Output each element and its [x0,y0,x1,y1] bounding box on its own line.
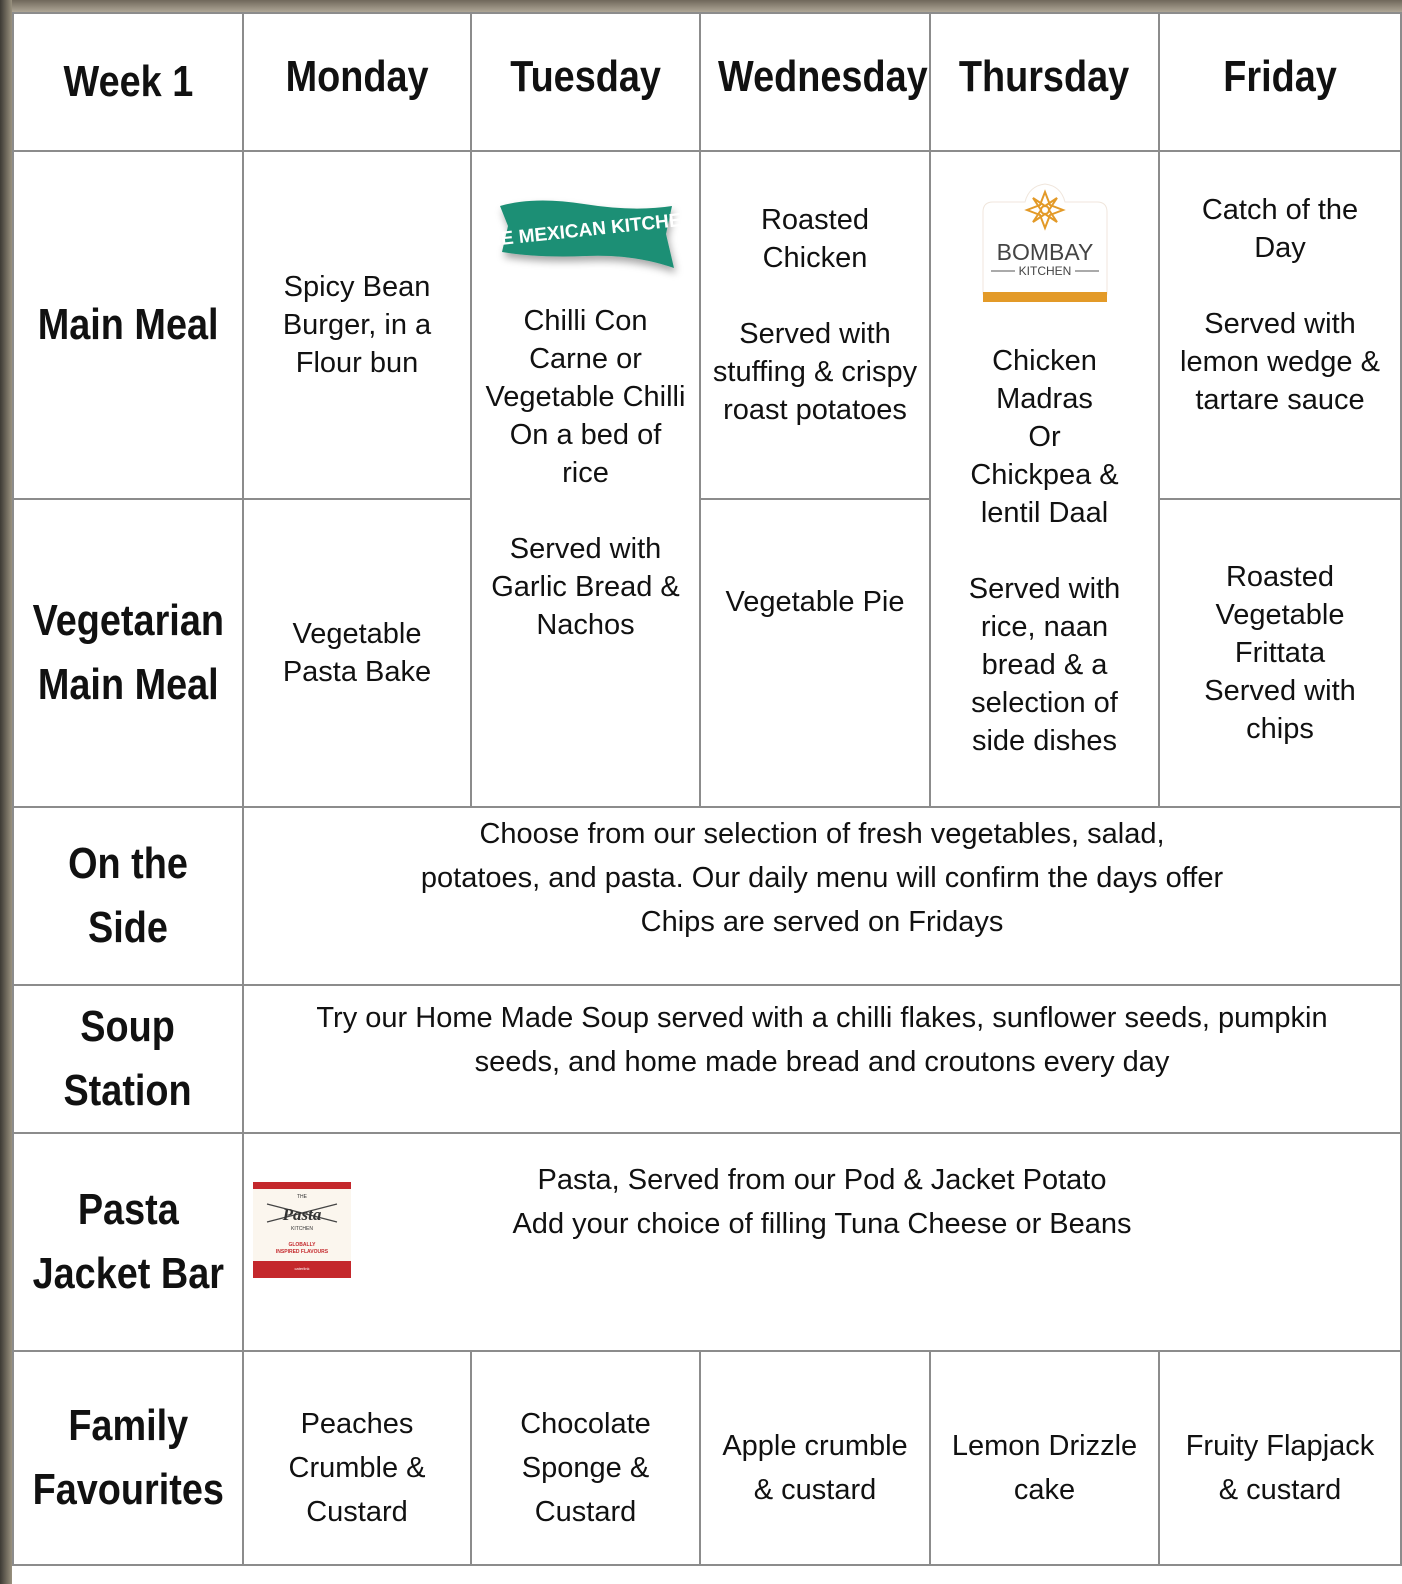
meal-text: Roasted Vegetable Frittata Served with chips [1204,561,1356,745]
dessert-text: Chocolate Sponge & Custard [520,1408,651,1528]
row-header-pasta [13,1133,243,1351]
meal-text: Spicy Bean Burger, in a Flour bun [282,271,432,379]
family-thursday [930,1351,1159,1565]
row-label: Family Favourites [32,1401,224,1514]
bombay-logo-subtext: KITCHEN [1018,264,1071,278]
on-the-side-text: Choose from our selection of fresh vegetables, salad, potatoes, and pasta. Our daily menu will confirm the days offer Chips are served on Fridays [420,818,1224,938]
meal-text: Roasted Chicken Served with stuffing & crispy roast potatoes [712,204,918,426]
day-label: Friday [1223,52,1337,101]
meal-text: Catch of the Day Served with lemon wedge & tartare sauce [1180,194,1380,416]
family-friday [1159,1351,1401,1565]
pasta-logo-tagline-1: GLOBALLY [288,1242,316,1248]
row-header-main-meal [13,151,243,499]
pasta-kitchen-logo [253,1182,351,1278]
bombay-kitchen-logo [979,182,1111,306]
soup-row [13,985,1401,1133]
mexican-kitchen-logo-text: THE MEXICAN KITCHEN [474,208,696,253]
main-meal-friday [1159,151,1401,499]
row-header-soup [13,985,243,1133]
family-row [13,1351,1401,1565]
meal-text: Vegetable Pasta Bake [282,618,432,688]
row-label: Vegetarian Main Meal [32,596,224,709]
row-header-vegetarian [13,499,243,807]
row-header-family [13,1351,243,1565]
dessert-text: Lemon Drizzle cake [951,1430,1138,1506]
family-monday [243,1351,471,1565]
family-tuesday [471,1351,700,1565]
day-header-friday [1159,13,1401,151]
day-header-thursday [930,13,1159,151]
family-wednesday [700,1351,930,1565]
pasta-cell [243,1133,1401,1351]
pasta-logo-kitchen: KITCHEN [291,1226,313,1232]
menu-table [12,12,1402,1566]
bombay-logo-text: BOMBAY [996,239,1093,265]
row-label: Main Meal [37,300,219,349]
row-label: Pasta Jacket Bar [32,1185,224,1298]
main-meal-thursday [930,151,1159,807]
dessert-text: Apple crumble & custard [722,1430,908,1506]
main-meal-row [13,151,1401,499]
dessert-text: Fruity Flapjack & custard [1185,1430,1375,1506]
day-label: Monday [285,52,429,101]
dessert-text: Peaches Crumble & Custard [288,1408,426,1528]
mexican-kitchen-logo [474,192,696,270]
row-label: On the Side [68,839,188,952]
meal-text: Chicken Madras Or Chickpea & lentil Daal Served with rice, naan bread & a selection of side dishes [968,345,1121,757]
day-header-tuesday [471,13,700,151]
soup-cell [243,985,1401,1133]
vegetarian-friday [1159,499,1401,807]
pasta-logo-tagline-2: INSPIRED FLAVOURS [275,1249,329,1255]
pasta-logo-brand: caterlink [294,1266,310,1271]
row-header-on-the-side [13,807,243,985]
pasta-logo-the: THE [297,1194,307,1200]
meal-text: Vegetable Pie [725,586,905,618]
main-meal-tuesday [471,151,700,807]
vegetarian-wednesday [700,499,930,807]
week-label: Week 1 [63,57,193,106]
header-row [13,13,1401,151]
week-label-cell [13,13,243,151]
main-meal-wednesday [700,151,930,499]
on-the-side-row [13,807,1401,985]
pasta-row [13,1133,1401,1351]
vegetarian-row [13,499,1401,807]
day-label: Wednesday [718,52,928,101]
pasta-logo-name: Pasta [282,1205,322,1224]
meal-text: Chilli Con Carne or Vegetable Chilli On a bed of rice Served with Garlic Bread & Nachos [485,305,686,641]
row-label: Soup Station [63,1002,193,1115]
day-label: Tuesday [510,52,661,101]
soup-text: Try our Home Made Soup served with a chilli flakes, sunflower seeds, pumpkin seeds, and home made bread and croutons every day [316,1002,1328,1078]
day-header-wednesday [700,13,930,151]
day-label: Thursday [959,52,1130,101]
main-meal-monday [243,151,471,499]
day-header-monday [243,13,471,151]
vegetarian-monday [243,499,471,807]
background-left [0,0,12,1584]
pasta-text: Pasta, Served from our Pod & Jacket Potato Add your choice of filling Tuna Cheese or Beans [512,1164,1132,1240]
on-the-side-cell [243,807,1401,985]
